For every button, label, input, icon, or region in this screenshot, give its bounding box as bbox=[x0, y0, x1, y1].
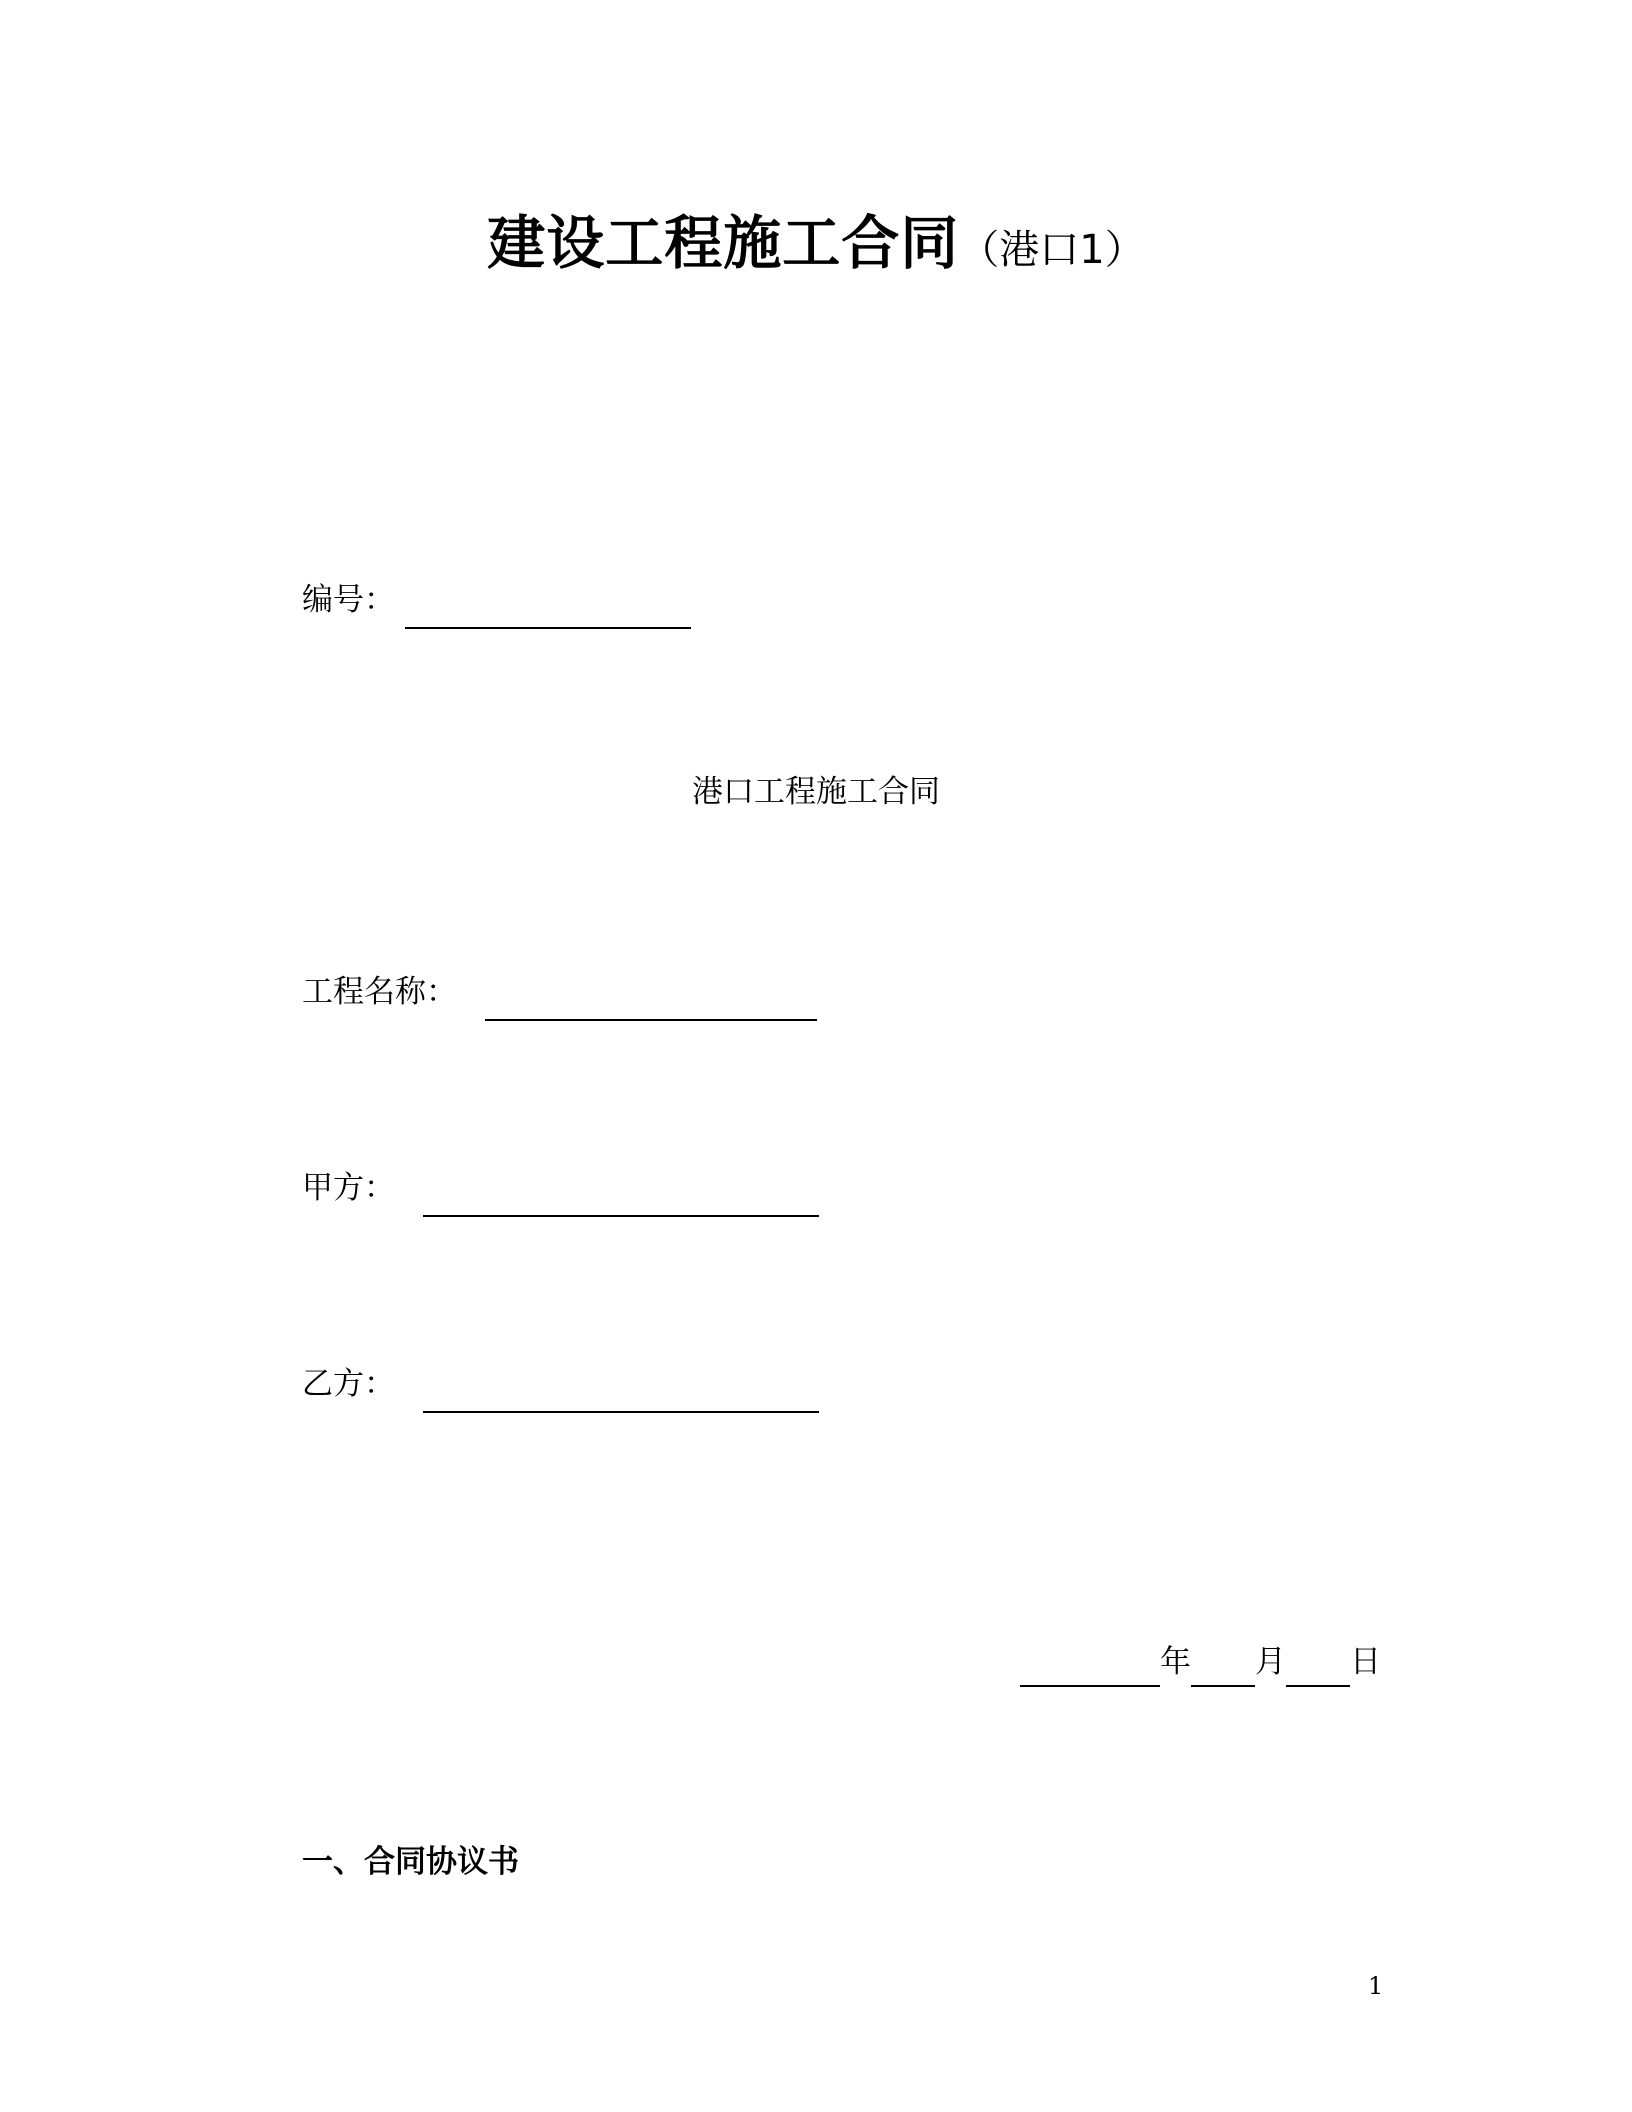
party-a-blank bbox=[423, 1179, 819, 1217]
party-b-field bbox=[302, 1358, 819, 1403]
page-number: 1 bbox=[1368, 1972, 1384, 2000]
party-a-label: 甲方： bbox=[302, 1170, 395, 1206]
party-a-field bbox=[302, 1162, 819, 1207]
party-b-blank bbox=[423, 1375, 819, 1413]
month-blank bbox=[1191, 1649, 1255, 1687]
project-name-blank bbox=[485, 983, 817, 1021]
document-title bbox=[0, 196, 1632, 280]
document-subtitle: 港口工程施工合同 bbox=[692, 774, 940, 810]
project-name-label: 工程名称： bbox=[302, 974, 457, 1010]
year-blank bbox=[1020, 1649, 1160, 1687]
project-name-field bbox=[302, 966, 817, 1011]
year-label: 年 bbox=[1160, 1644, 1191, 1680]
contract-number-field bbox=[302, 574, 691, 619]
month-label: 月 bbox=[1255, 1644, 1286, 1680]
title-sub: （港口1） bbox=[959, 227, 1145, 273]
day-blank bbox=[1286, 1649, 1350, 1687]
contract-number-label: 编号： bbox=[302, 582, 395, 618]
date-line bbox=[1020, 1636, 1381, 1681]
party-b-label: 乙方： bbox=[302, 1366, 395, 1402]
contract-number-blank bbox=[405, 591, 691, 629]
section-heading: 一、合同协议书 bbox=[302, 1844, 519, 1880]
title-main: 建设工程施工合同 bbox=[487, 209, 960, 277]
day-label: 日 bbox=[1350, 1644, 1381, 1680]
